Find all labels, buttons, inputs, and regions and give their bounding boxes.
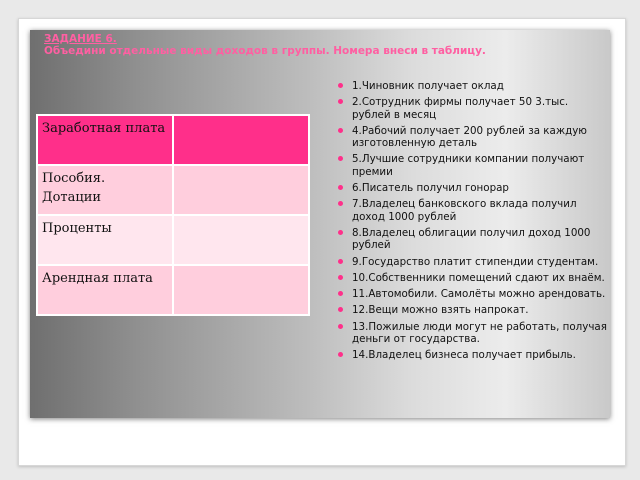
- bullet-icon: [338, 275, 343, 280]
- bullet-icon: [338, 201, 343, 206]
- bullet-icon: [338, 307, 343, 312]
- category-answer-cell[interactable]: [173, 265, 309, 315]
- list-item-text: 1.Чиновник получает оклад: [352, 80, 504, 92]
- bullet-icon: [338, 259, 343, 264]
- list-item-text: 9.Государство платит стипендии студентам.: [352, 255, 599, 268]
- table-row: [37, 265, 309, 315]
- list-item: [338, 125, 608, 150]
- bullet-icon: [338, 352, 343, 357]
- list-item: [338, 182, 608, 194]
- task-title: ЗАДАНИЕ 6.: [44, 33, 117, 45]
- task-instruction: Объедини отдельные виды доходов в группы. Номера внеси в таблицу.: [44, 45, 486, 57]
- category-label-interest: Проценты: [37, 215, 173, 265]
- task-header: [44, 33, 604, 57]
- bullet-icon: [338, 83, 343, 88]
- bullet-icon: [338, 156, 343, 161]
- category-answer-cell[interactable]: [173, 215, 309, 265]
- list-item: [338, 256, 608, 268]
- list-item: [338, 321, 608, 346]
- category-label-rent: Арендная плата: [37, 265, 173, 315]
- list-item-text: 13.Пожилые люди могут не работать, получая деньги от государства.: [352, 320, 607, 346]
- bullet-icon: [338, 324, 343, 329]
- list-item-text: 8.Владелец облигации получил доход 1000 рублей: [352, 226, 591, 252]
- list-item: [338, 198, 608, 223]
- income-category-table: [36, 114, 310, 316]
- table-row: [37, 115, 309, 165]
- list-item-text: 7.Владелец банковского вклада получил доход 1000 рублей: [352, 198, 577, 223]
- list-item-text: 5.Лучшие сотрудники компании получают премии: [352, 153, 585, 178]
- list-item: [338, 153, 608, 178]
- table-row: [37, 215, 309, 265]
- list-item: [338, 272, 608, 284]
- table-row: [37, 165, 309, 215]
- list-item-text: 6.Писатель получил гонорар: [352, 182, 509, 195]
- list-item-text: 4.Рабочий получает 200 рублей за каждую изготовленную деталь: [352, 124, 587, 150]
- bullet-icon: [338, 291, 343, 296]
- bullet-icon: [338, 99, 343, 104]
- list-item-text: 2.Сотрудник фирмы получает 50 3.тыс. рублей в месяц: [352, 96, 569, 121]
- list-item: [338, 349, 608, 361]
- list-item-text: 10.Собственники помещений сдают их внаём.: [352, 271, 605, 284]
- list-item-text: 12.Вещи можно взять напрокат.: [352, 304, 529, 317]
- list-item-text: 14.Владелец бизнеса получает прибыль.: [352, 349, 576, 362]
- category-label-salary: Заработная плата: [37, 115, 173, 165]
- bullet-icon: [338, 185, 343, 190]
- category-label-benefits: Пособия. Дотации: [37, 165, 173, 215]
- category-answer-cell[interactable]: [173, 115, 309, 165]
- list-item: [338, 80, 608, 92]
- list-item: [338, 227, 608, 252]
- list-item: [338, 304, 608, 316]
- bullet-icon: [338, 230, 343, 235]
- income-examples-list: [338, 80, 608, 366]
- list-item: [338, 288, 608, 300]
- list-item-text: 11.Автомобили. Самолёты можно арендовать.: [352, 288, 606, 301]
- category-answer-cell[interactable]: [173, 165, 309, 215]
- bullet-icon: [338, 128, 343, 133]
- list-item: [338, 96, 608, 121]
